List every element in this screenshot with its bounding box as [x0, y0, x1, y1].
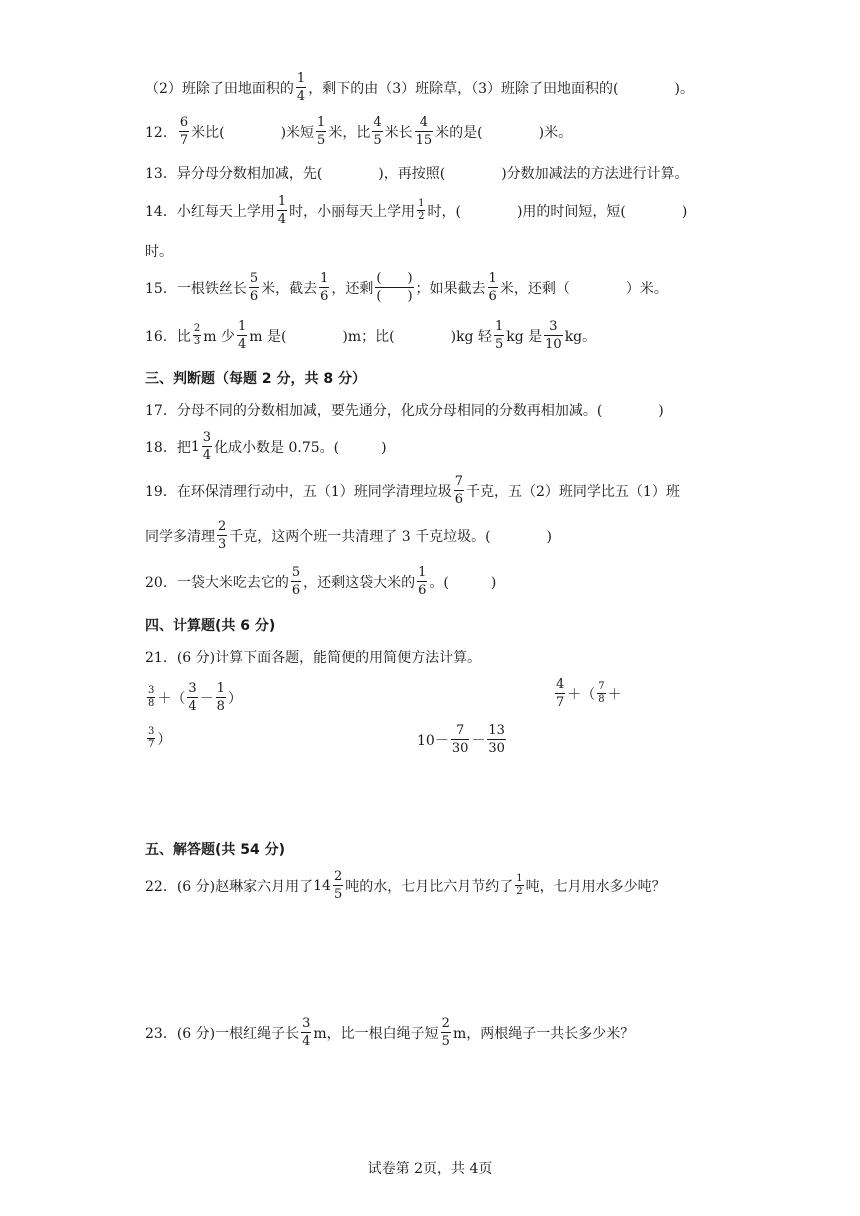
fraction: $\frac{3}{4}$	[302, 1016, 311, 1049]
mixed-number-whole: 1	[190, 438, 200, 455]
text: 米，比	[328, 124, 371, 141]
question-14	[145, 195, 687, 226]
question-19-continued	[145, 520, 552, 551]
text: ，还剩	[331, 280, 374, 297]
text: 吨，七月用水多少吨？	[525, 878, 666, 895]
fraction: $\frac{6}{7}$	[179, 115, 189, 148]
text: 四、计算题(共 6 分)	[145, 618, 276, 634]
question-20	[145, 566, 496, 597]
text: 19．在环保清理行动中，五（1）班同学清理垃圾	[145, 483, 452, 500]
text: 千克，这两个班一共清理了 3 千克垃圾。( )	[229, 528, 553, 545]
calc-expression-2-continued	[145, 727, 171, 750]
text: 20．一袋大米吃去它的	[145, 574, 289, 591]
fraction: $\frac{13}{30}$	[488, 723, 505, 756]
page-footer: 试卷第 2页，共 4页	[367, 1161, 493, 1177]
text: 时，( )用的时间短，短( )	[427, 203, 688, 220]
text: 13．异分母分数相加减，先( )，再按照( )分数加减法的方法进行计算。	[145, 166, 689, 182]
fraction: $\frac{3}{7}$	[148, 726, 155, 750]
fraction: $\frac{3}{4}$	[202, 430, 212, 463]
text: ，剩下的由（3）班除草，（3）班除了田地面积的( )。	[308, 80, 694, 97]
text: 米比( )米短	[191, 124, 315, 141]
fraction: $\frac{4}{5}$	[373, 115, 382, 148]
fraction: $\frac{1}{6}$	[418, 565, 427, 598]
text: 五、解答题(共 54 分)	[145, 842, 286, 858]
fraction: $\frac{1}{4}$	[237, 319, 247, 352]
calc-expression-3	[417, 724, 508, 755]
fraction: $\frac{2}{3}$	[193, 323, 201, 347]
fraction: $\frac{2}{5}$	[441, 1016, 450, 1049]
question-12	[145, 116, 572, 147]
text: 。( )	[429, 574, 497, 591]
fraction: $\frac{1}{8}$	[216, 681, 225, 714]
question-19	[145, 475, 680, 506]
fraction: $\frac{2}{3}$	[218, 519, 227, 552]
text: 时，小丽每天上学用	[289, 203, 416, 220]
question-18	[145, 431, 387, 462]
section-heading-calculation	[145, 615, 275, 635]
fraction: $\frac{7}{30}$	[451, 723, 469, 756]
question-number: 12．	[145, 124, 177, 141]
text: ）	[227, 690, 242, 707]
text: －	[199, 690, 214, 707]
question-22	[145, 870, 666, 901]
text: kg。	[564, 328, 597, 345]
fraction: $\frac{7}{6}$	[454, 474, 464, 507]
text: 化成小数是 0.75。( )	[214, 439, 387, 456]
question-13	[145, 163, 689, 183]
calc-expression-1	[145, 682, 242, 713]
text: 同学多清理	[145, 528, 215, 545]
text: 18．把	[145, 439, 191, 456]
fraction: $\frac{3}{4}$	[188, 681, 197, 714]
calc-expression-2	[553, 678, 622, 709]
fraction: $\frac{1}{4}$	[277, 194, 287, 227]
text: 15．一根铁丝长	[145, 280, 247, 297]
section-heading-judgement	[145, 368, 366, 388]
fraction: $\frac{1}{4}$	[296, 71, 306, 104]
fraction: $\frac{1}{2}$	[418, 198, 425, 222]
text: ；如果截去	[415, 280, 486, 297]
text: 米，截去	[261, 280, 318, 297]
text: －	[471, 732, 486, 749]
fraction: $\frac{1}{5}$	[317, 115, 326, 148]
text: 21．(6 分)计算下面各题，能简便的用简便方法计算。	[145, 650, 482, 666]
text: kg 是	[506, 328, 543, 345]
fraction: $\frac{1}{5}$	[494, 319, 504, 352]
text: 时。	[145, 244, 173, 260]
fraction: $\frac{1}{6}$	[320, 271, 329, 304]
fraction: $\frac{1}{6}$	[488, 271, 497, 304]
fraction: $\frac{7}{8}$	[598, 681, 605, 705]
question-11-continued	[145, 72, 694, 103]
fraction: $\frac{3}{8}$	[148, 685, 155, 709]
question-15	[145, 272, 668, 303]
fraction: $\frac{1}{2}$	[516, 873, 523, 897]
text: 17．分母不同的分数相加减，要先通分，化成分母相同的分数再相加减。( )	[145, 403, 664, 419]
question-23	[145, 1017, 634, 1048]
text: 14．小红每天上学用	[145, 203, 275, 220]
text: ）	[157, 731, 172, 748]
text: m 少	[203, 328, 235, 345]
text: 米的是( )米。	[435, 124, 573, 141]
fraction: $\frac{4}{7}$	[556, 677, 565, 710]
question-16	[145, 320, 596, 351]
text: m 是( )m；比( )kg 轻	[249, 328, 492, 345]
text: ＋（	[157, 690, 186, 707]
text: ＋（	[567, 686, 596, 703]
text: 千克，五（2）班同学比五（1）班	[466, 483, 680, 500]
text: 米，还剩（ ）米。	[499, 280, 668, 297]
text: 22．(6 分)赵琳家六月用了	[145, 878, 314, 895]
question-17	[145, 400, 664, 420]
fraction: $\frac{4}{15}$	[415, 115, 433, 148]
text: ，还剩这袋大米的	[303, 574, 416, 591]
mixed-number-whole: 14	[313, 877, 331, 894]
text: ＋	[607, 686, 622, 703]
fraction: $\frac{5}{6}$	[249, 271, 259, 304]
fraction: $\frac{2}{5}$	[333, 869, 343, 902]
fraction: $\frac{5}{6}$	[291, 565, 301, 598]
text: m，比一根白绳子短	[313, 1025, 439, 1042]
section-heading-solve	[145, 839, 285, 859]
text: 16．比	[145, 328, 191, 345]
text: 10－	[417, 732, 449, 749]
fraction: $\frac{3}{10}$	[545, 319, 562, 352]
text: m，两根绳子一共长多少米？	[452, 1025, 635, 1042]
text: 23．(6 分)一根红绳子长	[145, 1025, 300, 1042]
question-14-continued	[145, 241, 173, 261]
text: 吨的水，七月比六月节约了	[345, 878, 514, 895]
text: 三、判断题（每题 2 分，共 8 分）	[145, 371, 366, 387]
text: （2）班除了田地面积的	[145, 80, 294, 97]
question-21	[145, 647, 481, 667]
text: 米长	[384, 124, 413, 141]
fraction-answer-blank: $\frac{( )}{( )}$	[376, 271, 413, 304]
